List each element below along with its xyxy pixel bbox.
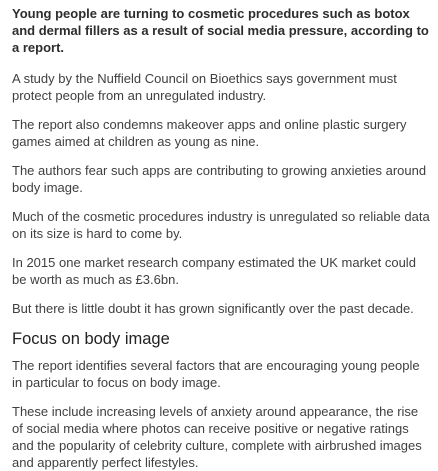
- article-paragraph: In 2015 one market research company estimated the UK market could be worth as much as £3.6bn.: [12, 255, 416, 287]
- article-paragraph: The authors fear such apps are contributing to growing anxieties around body image.: [12, 163, 427, 195]
- section-paragraph: The report identifies several factors that are encouraging young people in particular to focus on body image.: [12, 358, 420, 390]
- article-intro: Young people are turning to cosmetic procedures such as botox and dermal fillers as a result of social media pressure, according to a report.: [12, 6, 429, 55]
- section-paragraph: These include increasing levels of anxiety around appearance, the rise of social media where photos can receive positive or negative ratings and the popularity of celebrity culture, complete with airbrushed images and apparently perfect lifestyles.: [12, 404, 422, 470]
- article-paragraph: A study by the Nuffield Council on Bioethics says government must protect people from an unregulated industry.: [12, 71, 397, 103]
- article-paragraph: The report also condemns makeover apps and online plastic surgery games aimed at children as young as nine.: [12, 117, 407, 149]
- article-paragraph: Much of the cosmetic procedures industry is unregulated so reliable data on its size is hard to come by.: [12, 209, 430, 241]
- article-paragraph: But there is little doubt it has grown significantly over the past decade.: [12, 301, 414, 316]
- section-heading: Focus on body image: [12, 330, 170, 348]
